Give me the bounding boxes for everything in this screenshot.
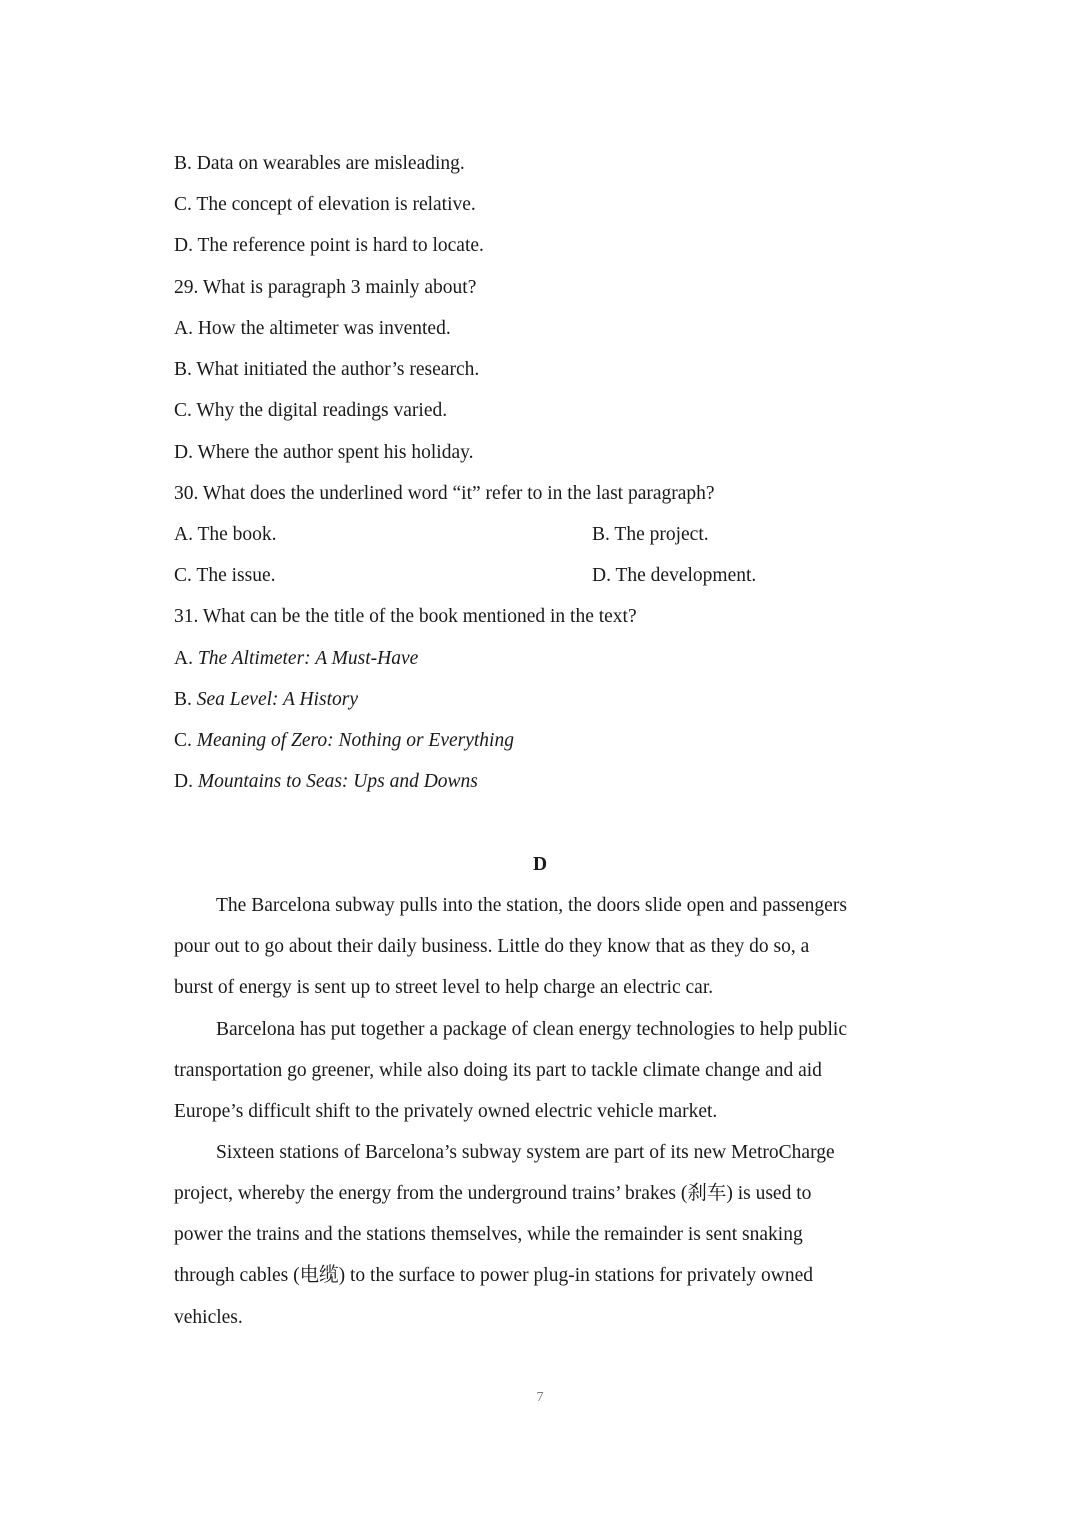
q30-option-b: B. The project.: [592, 524, 709, 545]
p3-line-5: vehicles.: [174, 1307, 243, 1328]
q30-question: 30. What does the underlined word “it” refer to in the last paragraph?: [174, 483, 715, 504]
q28-option-d: D. The reference point is hard to locate.: [174, 235, 484, 256]
q31-option-d-title: Mountains to Seas: Ups and Downs: [197, 771, 478, 792]
p2-line-3: Europe’s difficult shift to the privately owned electric vehicle market.: [174, 1101, 718, 1122]
q31-option-a: [174, 645, 418, 673]
p2-line-2: transportation go greener, while also doing its part to tackle climate change and aid: [174, 1060, 822, 1081]
q28-option-c: C. The concept of elevation is relative.: [174, 194, 476, 215]
q31-option-a-prefix: A.: [174, 648, 198, 669]
p1-line-2: pour out to go about their daily business. Little do they know that as they do so, a: [174, 936, 810, 957]
q31-option-d: [174, 768, 478, 796]
q30-option-d: D. The development.: [592, 565, 757, 586]
q31-option-c-prefix: C.: [174, 730, 197, 751]
page-number: 7: [536, 1390, 544, 1405]
q29-option-c: C. Why the digital readings varied.: [174, 400, 448, 421]
p3-line-4: through cables (电缆) to the surface to power plug-in stations for privately owned: [174, 1265, 813, 1286]
p3-line-3: power the trains and the stations themselves, while the remainder is sent snaking: [174, 1224, 803, 1245]
p3-line-1: Sixteen stations of Barcelona’s subway system are part of its new MetroCharge: [216, 1142, 835, 1163]
q30-option-c: C. The issue.: [174, 565, 276, 586]
p1-line-1: The Barcelona subway pulls into the station, the doors slide open and passengers: [216, 895, 847, 916]
p2-line-1: Barcelona has put together a package of clean energy technologies to help public: [216, 1019, 847, 1040]
q30-option-a: A. The book.: [174, 524, 277, 545]
q28-option-b: B. Data on wearables are misleading.: [174, 153, 465, 174]
q31-option-c-title: Meaning of Zero: Nothing or Everything: [196, 730, 514, 751]
q31-option-d-prefix: D.: [174, 771, 198, 792]
q29-option-d: D. Where the author spent his holiday.: [174, 442, 474, 463]
q29-option-b: B. What initiated the author’s research.: [174, 359, 480, 380]
q31-option-b-prefix: B.: [174, 689, 197, 710]
p3-line-2: project, whereby the energy from the underground trains’ brakes (刹车) is used to: [174, 1183, 812, 1204]
q29-option-a: A. How the altimeter was invented.: [174, 318, 451, 339]
q31-option-b-title: Sea Level: A History: [196, 689, 358, 710]
section-heading: D: [532, 854, 548, 875]
q31-question: 31. What can be the title of the book mentioned in the text?: [174, 606, 637, 627]
q31-option-a-title: The Altimeter: A Must-Have: [197, 648, 419, 669]
q31-option-c: [174, 727, 514, 755]
q29-question: 29. What is paragraph 3 mainly about?: [174, 277, 477, 298]
q31-option-b: [174, 686, 358, 714]
p1-line-3: burst of energy is sent up to street level to help charge an electric car.: [174, 977, 714, 998]
